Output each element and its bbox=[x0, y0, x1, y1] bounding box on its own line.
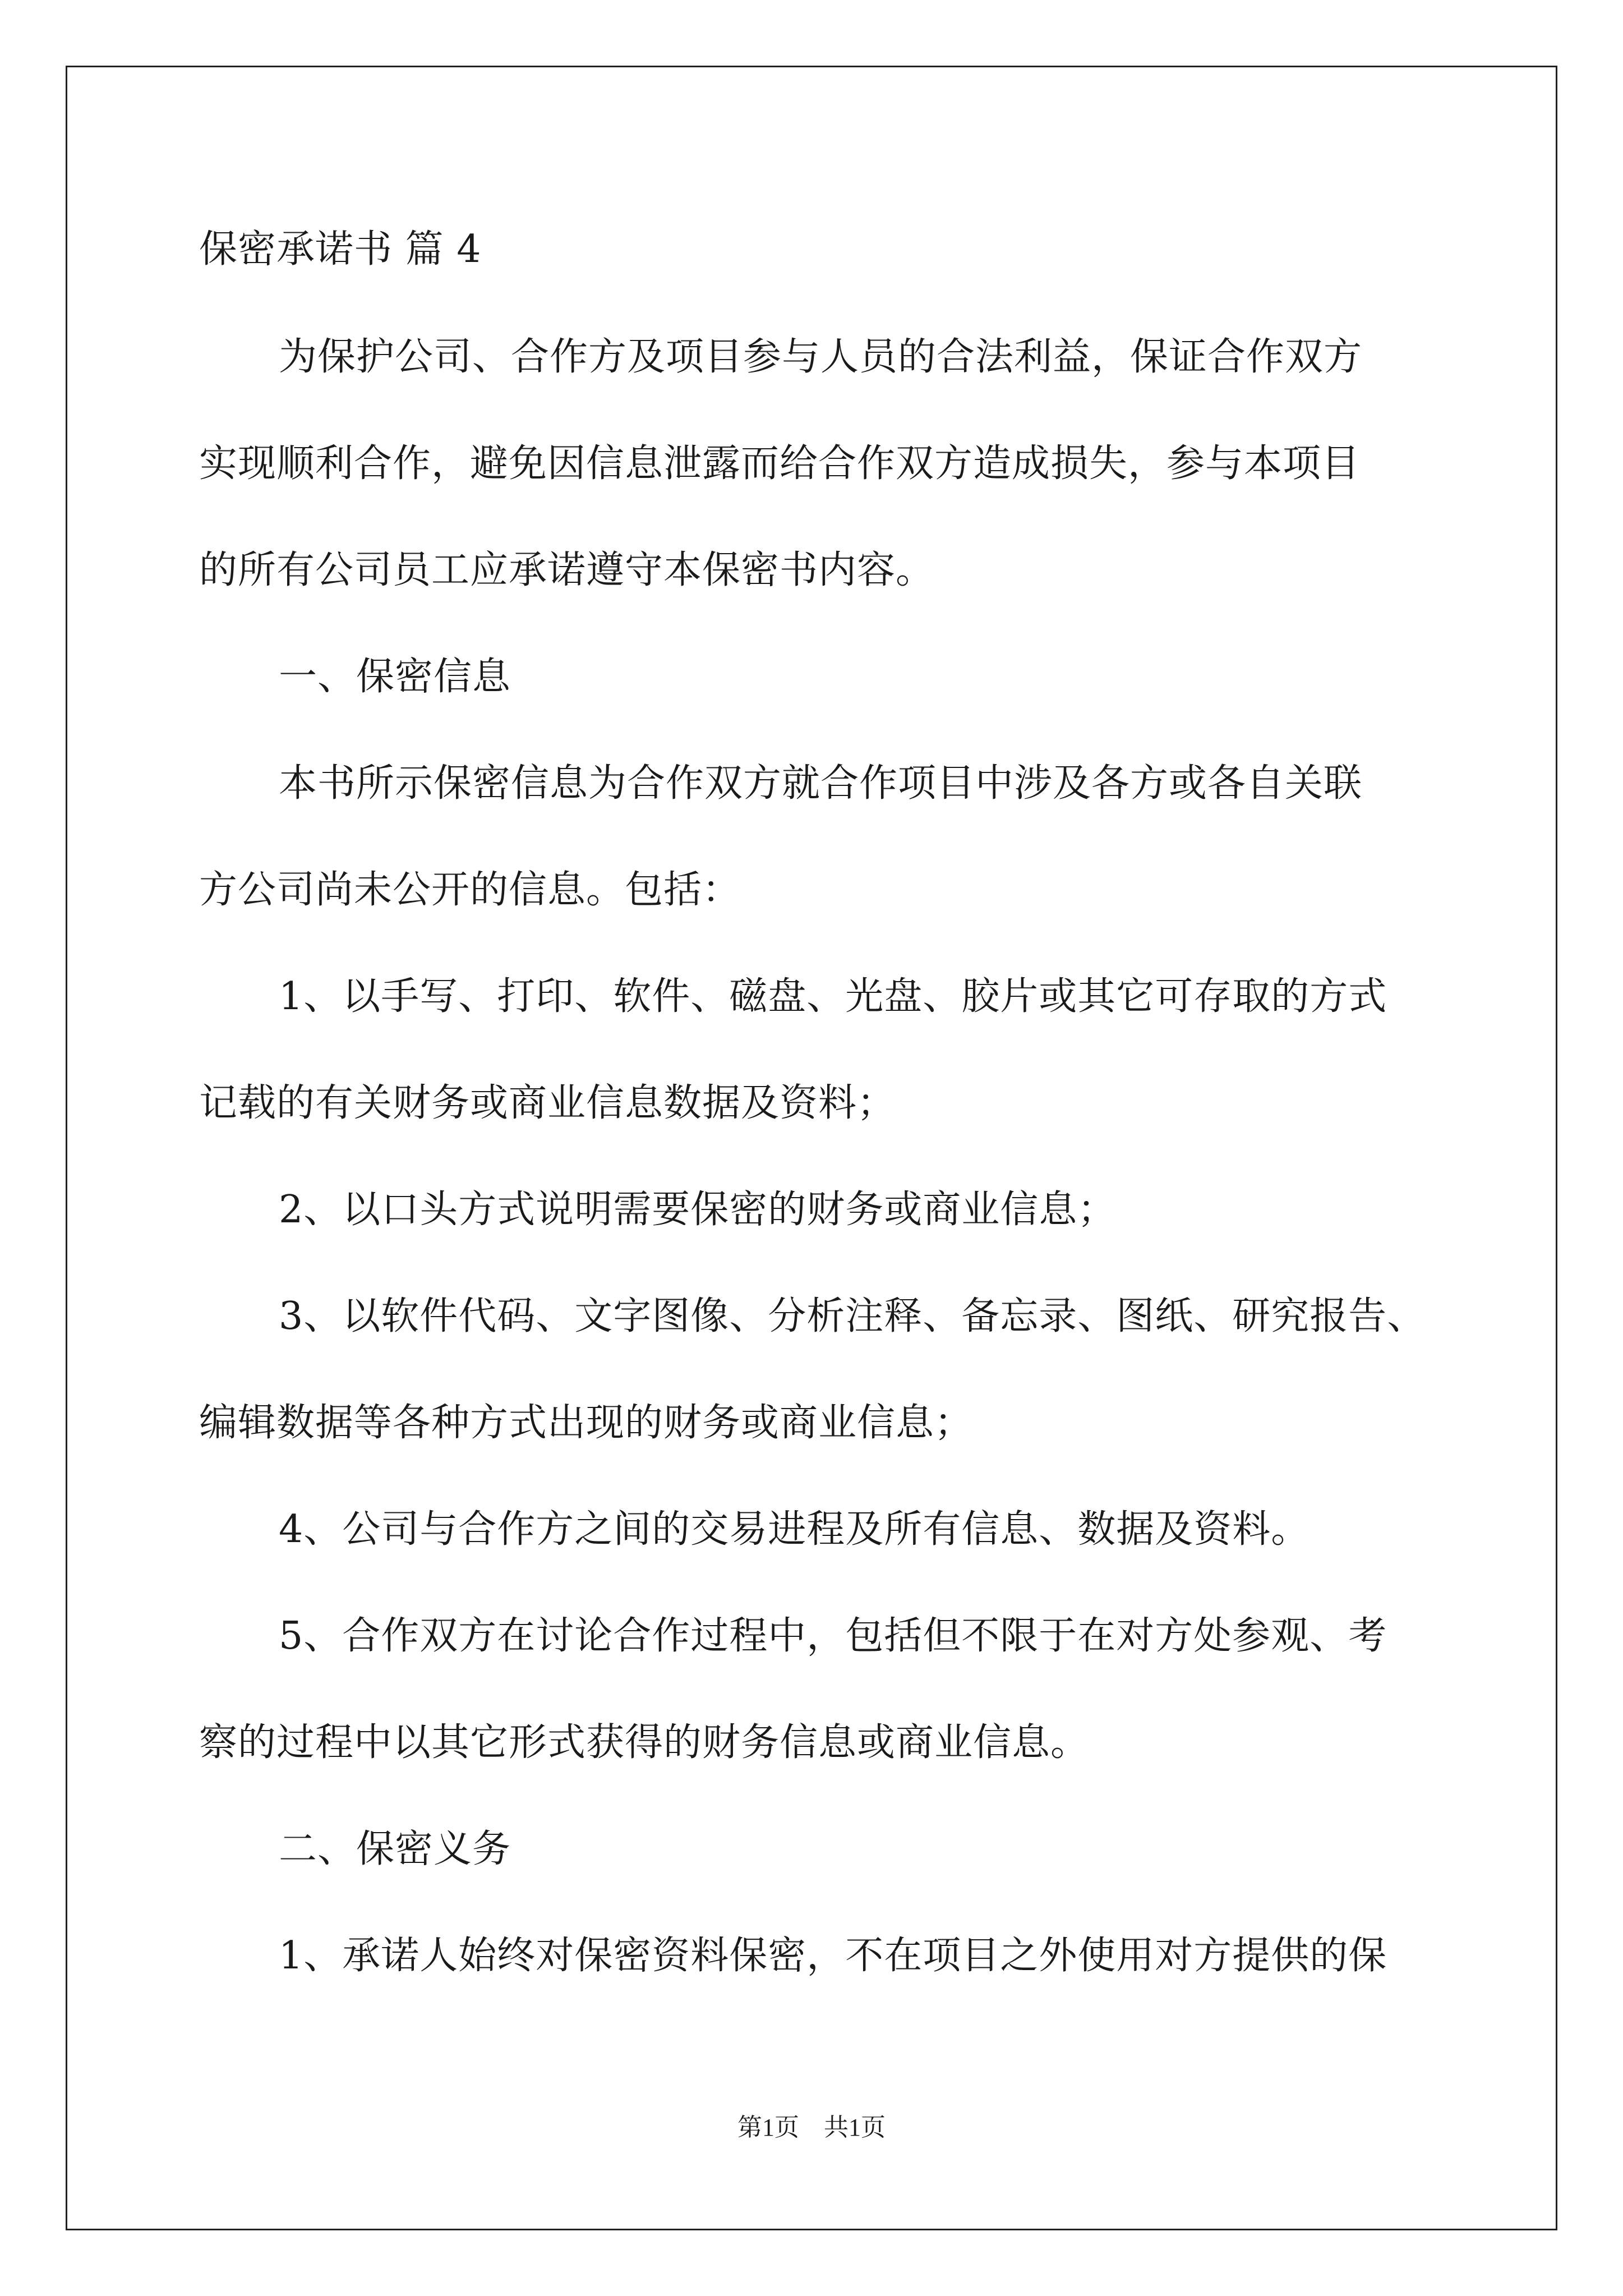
paragraph-line: 的所有公司员工应承诺遵守本保密书内容。 bbox=[199, 548, 935, 592]
document-title: 保密承诺书 篇 4 bbox=[199, 227, 482, 272]
list-item-line: 1、以手写、打印、软件、磁盘、光盘、胶片或其它可存取的方式 bbox=[279, 974, 1387, 1019]
list-item-line: 2、以口头方式说明需要保密的财务或商业信息； bbox=[279, 1188, 1117, 1232]
paragraph-line: 为保护公司、合作方及项目参与人员的合法利益，保证合作双方 bbox=[279, 335, 1363, 379]
list-item-line: 1、承诺人始终对保密资料保密，不在项目之外使用对方提供的保 bbox=[279, 1934, 1387, 1978]
page-footer: 第1页 共1页 bbox=[737, 2114, 886, 2141]
list-item-line: 3、以软件代码、文字图像、分析注释、备忘录、图纸、研究报告、 bbox=[279, 1294, 1426, 1338]
paragraph-line: 本书所示保密信息为合作双方就合作项目中涉及各方或各自关联 bbox=[279, 761, 1363, 806]
list-item-line: 4、公司与合作方之间的交易进程及所有信息、数据及资料。 bbox=[279, 1507, 1310, 1552]
list-item-line: 编辑数据等各种方式出现的财务或商业信息； bbox=[199, 1401, 974, 1445]
list-item-line: 记载的有关财务或商业信息数据及资料； bbox=[199, 1081, 896, 1125]
page-border bbox=[66, 66, 1557, 2230]
paragraph-line: 实现顺利合作，避免因信息泄露而给合作双方造成损失，参与本项目 bbox=[199, 441, 1361, 486]
section-heading: 一、保密信息 bbox=[279, 655, 511, 699]
list-item-line: 察的过程中以其它形式获得的财务信息或商业信息。 bbox=[199, 1720, 1090, 1765]
paragraph-line: 方公司尚未公开的信息。包括： bbox=[199, 868, 741, 912]
section-heading: 二、保密义务 bbox=[279, 1827, 511, 1871]
list-item-line: 5、合作双方在讨论合作过程中，包括但不限于在对方处参观、考 bbox=[279, 1614, 1387, 1658]
